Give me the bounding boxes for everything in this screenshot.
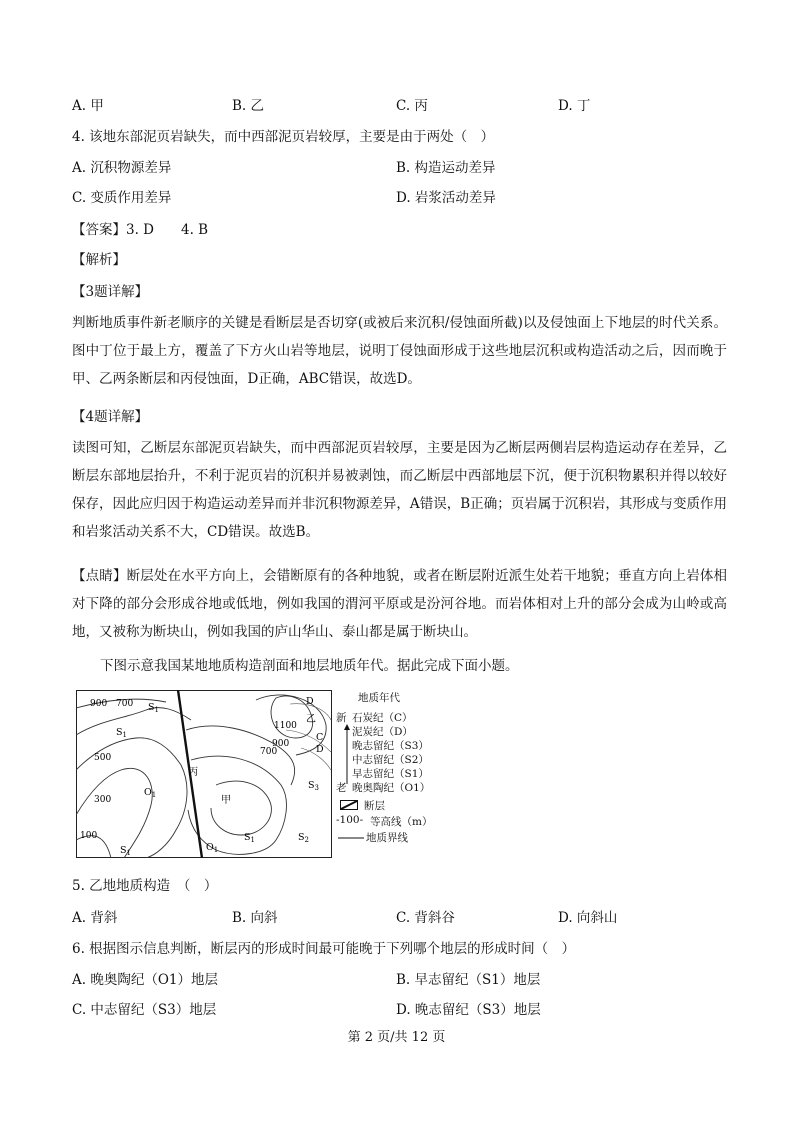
place-jia: 甲	[221, 795, 231, 806]
strata-s2: $S_2$	[298, 832, 309, 844]
strata-s3: $S_3$	[308, 780, 319, 792]
legend-contour-prefix: -100-	[336, 814, 364, 826]
q5-stem: 5. 乙地地质构造 （ ）	[72, 878, 218, 894]
q4-detail-text: 读图可知，乙断层东部泥页岩缺失，而中西部泥页岩较厚，主要是因为乙断层两侧岩层构造运动存在差异，乙断层东部地层抬升，不利于泥页岩的沉积并易被剥蚀，而乙断层中西部地层下沉，便于沉积物累积并得以较好保存，因此应归因于构造运动差异而并非沉积物源差异，A错误，B正确；页岩属于沉积岩，其形成与变质作用和岩浆活动关系不大，CD错误。故选B。	[72, 440, 727, 540]
q5-option-d: D. 向斜山	[558, 910, 618, 926]
strata-o1-bottom: $O_1$	[206, 842, 219, 854]
q6-option-a: A. 晚奥陶纪（O1）地层	[72, 972, 218, 988]
legend-item-s2: 中志留纪（S2）	[352, 754, 429, 766]
strata-c: C	[316, 732, 324, 743]
legend-contour: 等高线（m）	[370, 816, 433, 828]
map-legend	[336, 690, 456, 850]
tip-text: 【点睛】断层处在水平方向上，会错断原有的各种地貌，或者在断层附近派生处若干地貌；垂直方向上岩体相对下降的部分会形成谷地或低地，例如我国的渭河平原或是汾河谷地。而岩体相对上升的部分会成为山岭或高地，又被称为断块山，例如我国的庐山华山、泰山都是属于断块山。	[72, 568, 727, 640]
q4-option-d: D. 岩浆活动差异	[396, 190, 496, 206]
q3-option-c: C. 丙	[396, 98, 428, 114]
q6-option-d: D. 晚志留纪（S3）地层	[396, 1002, 541, 1018]
strata-d: D	[316, 744, 324, 755]
figure-intro: 下图示意我国某地地质构造剖面和地层地质年代。据此完成下面小题。	[100, 658, 519, 674]
legend-fault: 断层	[364, 800, 385, 812]
analysis-label: 【解析】	[72, 252, 126, 268]
strata-s1-bottom: $S_1$	[120, 845, 131, 857]
fault-symbol-icon	[340, 800, 358, 810]
q3-option-d: D. 丁	[558, 98, 591, 114]
legend-item-o1: 晚奥陶纪（O1）	[352, 782, 431, 794]
contour-label-700: 700	[116, 699, 134, 709]
geology-map	[76, 690, 332, 858]
legend-title: 地质年代	[358, 692, 400, 704]
q3-option-b: B. 乙	[232, 98, 265, 114]
contour-label-900b: 900	[272, 739, 290, 749]
contour-label-100: 100	[80, 831, 98, 841]
q5-option-b: B. 向斜	[232, 910, 278, 926]
legend-item-s1: 早志留纪（S1）	[352, 768, 429, 780]
contour-label-300: 300	[94, 795, 112, 805]
answer-line: 【答案】3. D 4. B	[72, 222, 209, 238]
legend-boundary: 地质界线	[366, 832, 408, 844]
q3-detail-title: 【3题详解】	[72, 284, 149, 300]
strata-d-top: D	[306, 696, 314, 707]
legend-item-d: 泥炭纪（D）	[352, 726, 413, 738]
place-yi: 乙	[306, 714, 316, 725]
boundary-line-icon	[338, 836, 364, 840]
contour-label-700b: 700	[260, 747, 278, 757]
strata-s1-top: $S_1$	[148, 702, 159, 714]
legend-item-c: 石炭纪（C）	[352, 712, 413, 724]
legend-new: 新	[336, 712, 347, 724]
q6-stem: 6. 根据图示信息判断，断层丙的形成时间最可能晚于下列哪个地层的形成时间（ ）	[72, 941, 576, 957]
q4-option-b: B. 构造运动差异	[396, 160, 496, 176]
age-arrow-icon	[344, 724, 350, 784]
contour-label-900: 900	[90, 699, 108, 709]
page-footer: 第 2 页/共 12 页	[347, 1030, 446, 1045]
q4-option-c: C. 变质作用差异	[72, 190, 172, 206]
q5-option-c: C. 背斜谷	[396, 910, 455, 926]
q3-detail-text: 判断地质事件新老顺序的关键是看断层是否切穿(或被后来沉积/侵蚀面所截)以及侵蚀面上下地层的时代关系。图中丁位于最上方，覆盖了下方火山岩等地层，说明丁侵蚀面形成于这些地层沉积或构造活动之后，因而晚于甲、乙两条断层和丙侵蚀面，D正确，ABC错误，故选D。	[72, 315, 727, 387]
q4-option-a: A. 沉积物源差异	[72, 160, 172, 176]
q3-option-a: A. 甲	[72, 98, 104, 114]
strata-o1-left: $O_1$	[144, 787, 157, 799]
contour-label-1100: 1100	[274, 721, 297, 731]
contour-label-500: 500	[94, 753, 112, 763]
place-bing: 丙	[188, 767, 198, 778]
legend-item-s3: 晚志留纪（S3）	[352, 740, 429, 752]
legend-old: 老	[336, 782, 347, 794]
q6-option-b: B. 早志留纪（S1）地层	[396, 972, 541, 988]
strata-s1-right: $S_1$	[244, 832, 255, 844]
q5-option-a: A. 背斜	[72, 910, 118, 926]
q4-stem: 4. 该地东部泥页岩缺失，而中西部泥页岩较厚，主要是由于两处（ ）	[72, 129, 495, 145]
q6-option-c: C. 中志留纪（S3）地层	[72, 1002, 217, 1018]
strata-s1-left: $S_1$	[116, 727, 127, 739]
q4-detail-title: 【4题详解】	[72, 409, 149, 425]
